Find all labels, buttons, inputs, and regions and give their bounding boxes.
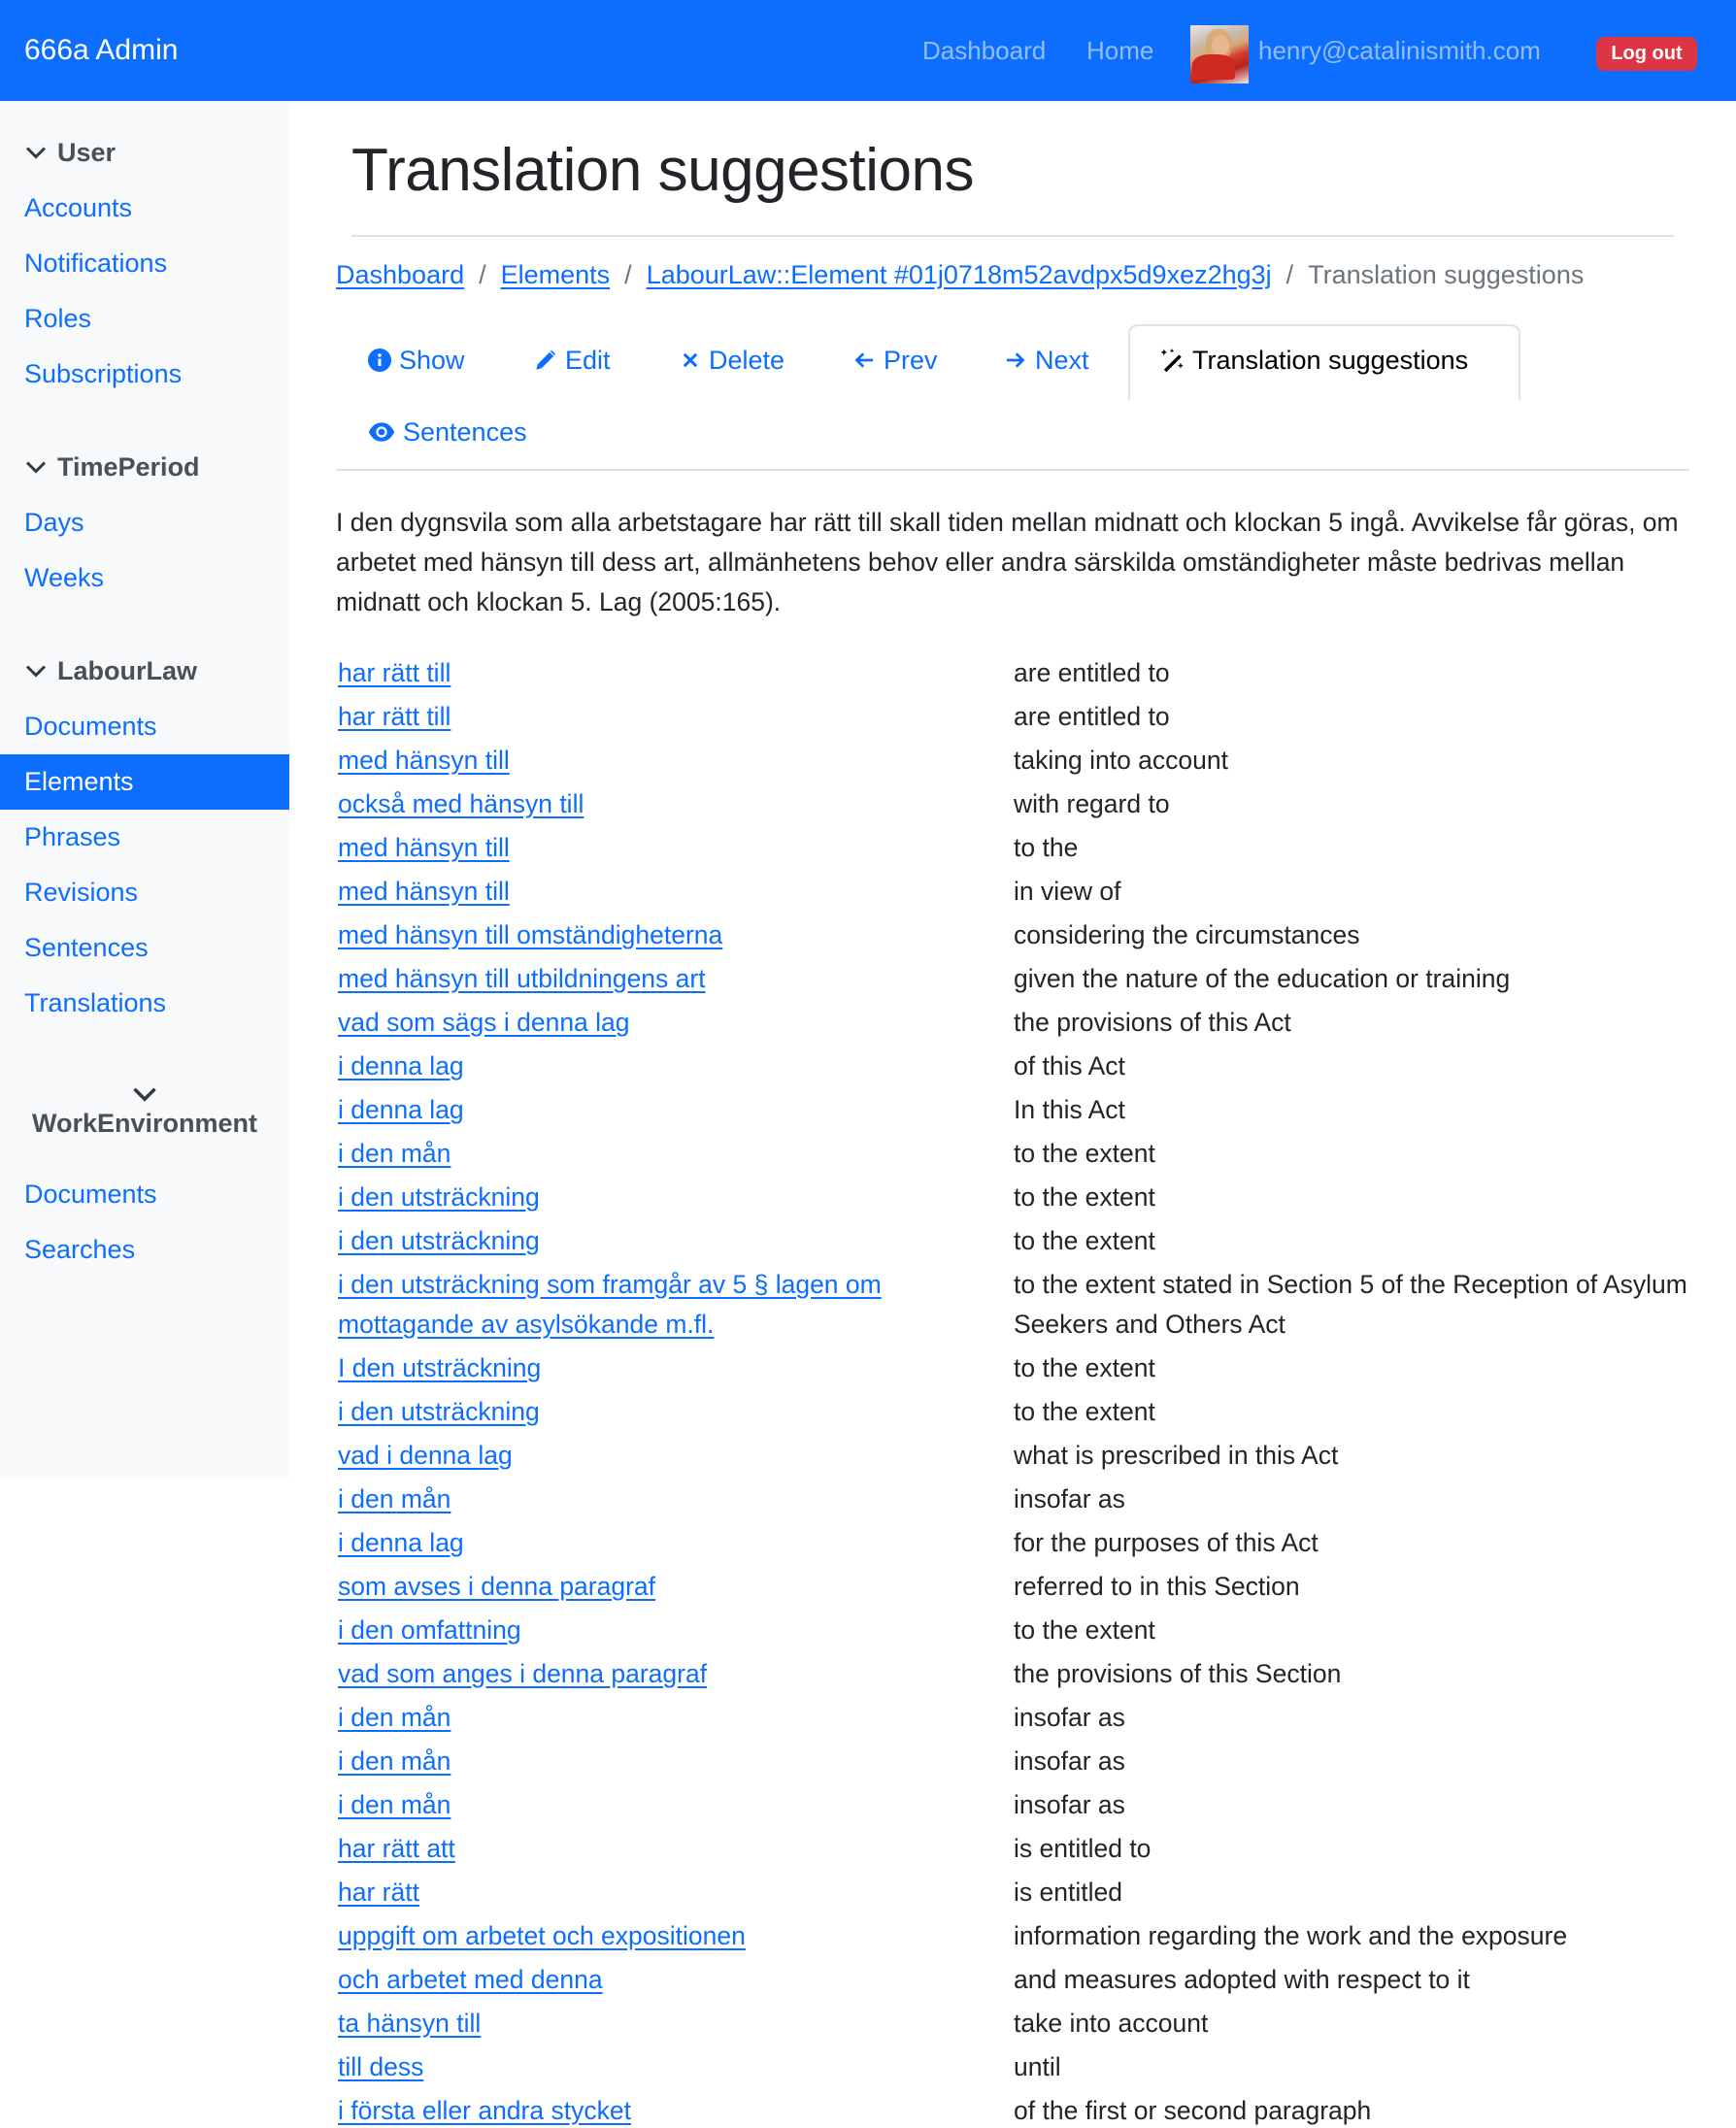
breadcrumb — [336, 256, 1584, 293]
table-row — [336, 1916, 1695, 1960]
swedish-phrase-link[interactable]: i den omfattning — [338, 1615, 521, 1645]
element-text: I den dygnsvila som alla arbetstagare har rätt till skall tiden mellan midnatt och klockan 5 ingå. Avvikelse får göras, om arbetet med hänsyn till dess art, allmänhetens behov eller andra särskilda omständigheter måste bedrivas mellan midnatt och klockan 5. Lag (2005:165). — [336, 508, 1679, 616]
tab-show[interactable] — [368, 343, 465, 378]
swedish-phrase-link[interactable]: som avses i denna paragraf — [338, 1572, 656, 1601]
english-translation: to the extent — [1014, 1139, 1155, 1168]
swedish-phrase-cell — [336, 1003, 1012, 1047]
swedish-phrase-cell — [336, 1221, 1012, 1265]
swedish-phrase-cell — [336, 1480, 1012, 1523]
table-row — [336, 1611, 1695, 1654]
swedish-phrase-link[interactable]: har rätt till — [338, 702, 451, 731]
tab-label: Show — [399, 346, 465, 375]
english-translation: of this Act — [1014, 1051, 1125, 1081]
english-translation: taking into account — [1014, 746, 1228, 775]
table-row — [336, 1003, 1695, 1047]
top-navbar — [0, 0, 1736, 101]
swedish-phrase-link[interactable]: med hänsyn till omständigheterna — [338, 920, 723, 949]
english-translation: considering the circumstances — [1014, 920, 1360, 949]
swedish-phrase-link[interactable]: i den mån — [338, 1746, 451, 1776]
table-row — [336, 2047, 1695, 2091]
nav-link-home[interactable]: Home — [1086, 36, 1154, 65]
swedish-phrase-cell — [336, 1742, 1012, 1785]
table-row — [336, 1134, 1695, 1178]
english-translation: information regarding the work and the exposure — [1014, 1921, 1568, 1950]
table-row — [336, 1178, 1695, 1221]
table-row — [336, 784, 1695, 828]
swedish-phrase-cell — [336, 1611, 1012, 1654]
table-row — [336, 1785, 1695, 1829]
tab-prev[interactable] — [852, 343, 938, 378]
swedish-phrase-link[interactable]: i den mån — [338, 1484, 451, 1513]
sidebar-item-sentences[interactable]: Sentences — [24, 933, 149, 962]
table-row — [336, 1090, 1695, 1134]
swedish-phrase-link[interactable]: i denna lag — [338, 1051, 464, 1081]
english-translation: the provisions of this Section — [1014, 1659, 1342, 1688]
breadcrumb-separator: / — [1285, 260, 1294, 289]
swedish-phrase-link[interactable]: i den utsträckning — [338, 1182, 540, 1212]
sidebar-item-weeks[interactable]: Weeks — [24, 563, 105, 592]
breadcrumb-element-record[interactable]: LabourLaw::Element #01j0718m52avdpx5d9xez2hg3j — [646, 260, 1272, 289]
english-translation: to the extent — [1014, 1397, 1155, 1426]
table-row — [336, 2091, 1695, 2128]
english-translation: until — [1014, 2052, 1061, 2081]
info-circle-icon — [368, 349, 391, 372]
magic-wand-icon — [1159, 348, 1185, 373]
arrow-left-icon — [852, 349, 876, 372]
swedish-phrase-link[interactable]: i den utsträckning som framgår av 5 § lagen om mottagande av asylsökande m.fl. — [338, 1270, 882, 1339]
sidebar-group-title: User — [57, 138, 117, 167]
swedish-phrase-cell — [336, 1960, 1012, 2004]
translation-suggestions-table — [336, 653, 1695, 2128]
sidebar-item-roles[interactable]: Roles — [24, 304, 92, 333]
table-row — [336, 1829, 1695, 1873]
sidebar-item-searches[interactable]: Searches — [24, 1235, 136, 1264]
breadcrumb-dashboard[interactable]: Dashboard — [336, 260, 465, 289]
chevron-down-icon — [24, 455, 48, 479]
swedish-phrase-cell — [336, 1654, 1012, 1698]
english-translation: referred to in this Section — [1014, 1572, 1300, 1601]
english-translation: is entitled — [1014, 1878, 1122, 1907]
table-row — [336, 1960, 1695, 2004]
swedish-phrase-link[interactable]: med hänsyn till — [338, 833, 510, 862]
swedish-phrase-link[interactable]: ta hänsyn till — [338, 2009, 482, 2038]
tab-translation-suggestions[interactable] — [1159, 343, 1468, 378]
sidebar-group-title: TimePeriod — [57, 452, 200, 482]
swedish-phrase-cell — [336, 1567, 1012, 1611]
breadcrumb-separator: / — [624, 260, 632, 289]
swedish-phrase-cell — [336, 872, 1012, 915]
english-translation: to the extent — [1014, 1353, 1155, 1382]
swedish-phrase-link[interactable]: till dess — [338, 2052, 424, 2081]
english-translation: what is prescribed in this Act — [1014, 1441, 1339, 1470]
sidebar-item-labourlaw-documents[interactable]: Documents — [24, 712, 157, 741]
swedish-phrase-link[interactable]: och arbetet med denna — [338, 1965, 603, 1994]
swedish-phrase-link[interactable]: har rätt — [338, 1878, 419, 1907]
chevron-down-icon — [24, 659, 48, 682]
swedish-phrase-cell — [336, 1829, 1012, 1873]
swedish-phrase-cell — [336, 2004, 1012, 2047]
tab-label: Edit — [565, 346, 611, 375]
swedish-phrase-link[interactable]: vad som anges i denna paragraf — [338, 1659, 708, 1688]
breadcrumb-separator: / — [479, 260, 486, 289]
table-row — [336, 828, 1695, 872]
tab-label: Sentences — [403, 417, 527, 447]
chevron-down-icon — [131, 1083, 158, 1105]
sidebar-item-accounts[interactable]: Accounts — [24, 193, 133, 222]
english-translation: to the extent — [1014, 1182, 1155, 1212]
swedish-phrase-cell — [336, 1873, 1012, 1916]
sidebar-group-workenvironment-toggle[interactable] — [0, 1083, 289, 1142]
english-translation: given the nature of the education or training — [1014, 964, 1511, 993]
tab-edit[interactable] — [534, 343, 611, 378]
swedish-phrase-cell — [336, 741, 1012, 784]
english-translation: of the first or second paragraph — [1014, 2096, 1372, 2125]
logout-button[interactable]: Log out — [1596, 37, 1697, 71]
swedish-phrase-cell — [336, 1698, 1012, 1742]
swedish-phrase-cell — [336, 1047, 1012, 1090]
avatar-body-shape — [1192, 54, 1235, 80]
table-row — [336, 1436, 1695, 1480]
swedish-phrase-link[interactable]: i denna lag — [338, 1095, 464, 1124]
english-translation: to the — [1014, 833, 1079, 862]
table-row — [336, 1348, 1695, 1392]
arrow-right-icon — [1004, 349, 1027, 372]
tab-label: Next — [1035, 346, 1089, 375]
english-translation: with regard to — [1014, 789, 1170, 818]
x-icon — [680, 349, 701, 371]
swedish-phrase-cell — [336, 1178, 1012, 1221]
swedish-phrase-link[interactable]: med hänsyn till — [338, 877, 510, 906]
sidebar-group-title: LabourLaw — [57, 656, 198, 685]
sidebar-group-title: WorkEnvironment — [31, 1109, 258, 1138]
table-row — [336, 741, 1695, 784]
sidebar — [0, 101, 289, 1479]
swedish-phrase-cell — [336, 1916, 1012, 1960]
swedish-phrase-cell — [336, 1134, 1012, 1178]
table-row — [336, 915, 1695, 959]
table-row — [336, 1047, 1695, 1090]
sidebar-item-elements[interactable]: Elements — [0, 754, 289, 810]
swedish-phrase-cell — [336, 2047, 1012, 2091]
chevron-down-icon — [24, 141, 48, 164]
sidebar-item-days[interactable]: Days — [24, 508, 84, 537]
english-translation: to the extent — [1014, 1615, 1155, 1645]
english-translation: in view of — [1014, 877, 1121, 906]
swedish-phrase-cell — [336, 1090, 1012, 1134]
swedish-phrase-cell — [336, 697, 1012, 741]
table-row — [336, 1221, 1695, 1265]
table-row — [336, 653, 1695, 697]
swedish-phrase-cell — [336, 1785, 1012, 1829]
english-translation: insofar as — [1014, 1484, 1125, 1513]
swedish-phrase-cell — [336, 1392, 1012, 1436]
table-row — [336, 1567, 1695, 1611]
swedish-phrase-cell — [336, 784, 1012, 828]
swedish-phrase-link[interactable]: har rätt till — [338, 658, 451, 687]
nav-link-dashboard[interactable]: Dashboard — [922, 36, 1047, 65]
sidebar-item-workenvironment-documents[interactable]: Documents — [24, 1180, 157, 1209]
breadcrumb-current: Translation suggestions — [1308, 260, 1585, 289]
pencil-icon — [534, 349, 557, 372]
sidebar-item-notifications[interactable]: Notifications — [24, 249, 168, 278]
table-row — [336, 1523, 1695, 1567]
tab-delete[interactable] — [680, 343, 785, 378]
table-row — [336, 2004, 1695, 2047]
title-divider — [351, 235, 1674, 237]
sidebar-group-timeperiod-toggle[interactable] — [24, 450, 200, 483]
english-translation: insofar as — [1014, 1790, 1125, 1819]
english-translation: take into account — [1014, 2009, 1209, 2038]
table-row — [336, 872, 1695, 915]
sidebar-item-translations[interactable]: Translations — [24, 988, 167, 1017]
table-row — [336, 1742, 1695, 1785]
swedish-phrase-link[interactable]: med hänsyn till — [338, 746, 510, 775]
swedish-phrase-cell — [336, 828, 1012, 872]
swedish-phrase-cell — [336, 915, 1012, 959]
swedish-phrase-link[interactable]: med hänsyn till utbildningens art — [338, 964, 706, 993]
swedish-phrase-link[interactable]: vad som sägs i denna lag — [338, 1008, 630, 1037]
sidebar-group-labourlaw-toggle[interactable] — [24, 654, 197, 687]
swedish-phrase-cell — [336, 1348, 1012, 1392]
table-row — [336, 1654, 1695, 1698]
english-translation: and measures adopted with respect to it — [1014, 1965, 1470, 1994]
table-row — [336, 1480, 1695, 1523]
swedish-phrase-link[interactable]: också med hänsyn till — [338, 789, 584, 818]
tab-label: Prev — [884, 346, 938, 375]
sidebar-group-user-toggle[interactable] — [24, 136, 116, 169]
user-email-link[interactable]: henry@catalinismith.com — [1258, 36, 1541, 65]
swedish-phrase-link[interactable]: i den mån — [338, 1703, 451, 1732]
sidebar-item-revisions[interactable]: Revisions — [24, 878, 139, 907]
swedish-phrase-link[interactable]: vad i denna lag — [338, 1441, 513, 1470]
english-translation: In this Act — [1014, 1095, 1125, 1124]
tab-label: Delete — [709, 346, 785, 375]
english-translation: insofar as — [1014, 1746, 1125, 1776]
record-tabs — [336, 324, 1689, 471]
english-translation: for the purposes of this Act — [1014, 1528, 1319, 1557]
brand-link[interactable]: 666a Admin — [24, 34, 179, 66]
tab-label: Translation suggestions — [1192, 346, 1469, 375]
swedish-phrase-cell — [336, 959, 1012, 1003]
english-translation: the provisions of this Act — [1014, 1008, 1291, 1037]
tab-sentences[interactable] — [368, 415, 527, 449]
swedish-phrase-link[interactable]: i första eller andra stycket — [338, 2096, 631, 2125]
table-row — [336, 959, 1695, 1003]
swedish-phrase-cell — [336, 653, 1012, 697]
english-translation: is entitled to — [1014, 1834, 1152, 1863]
english-translation: to the extent — [1014, 1226, 1155, 1255]
swedish-phrase-link[interactable]: i den utsträckning — [338, 1226, 540, 1255]
swedish-phrase-link[interactable]: i denna lag — [338, 1528, 464, 1557]
tab-next[interactable] — [1004, 343, 1089, 378]
table-row — [336, 697, 1695, 741]
page-title: Translation suggestions — [351, 137, 975, 204]
table-row — [336, 1698, 1695, 1742]
swedish-phrase-cell — [336, 2091, 1012, 2128]
swedish-phrase-cell — [336, 1523, 1012, 1567]
english-translation: are entitled to — [1014, 658, 1170, 687]
english-translation: to the extent stated in Section 5 of the Reception of Asylum Seekers and Others Act — [1014, 1270, 1687, 1339]
swedish-phrase-link[interactable]: I den utsträckning — [338, 1353, 542, 1382]
user-avatar[interactable] — [1190, 25, 1249, 83]
sidebar-item-phrases[interactable]: Phrases — [24, 822, 121, 851]
avatar-face-shape — [1212, 35, 1229, 56]
swedish-phrase-cell — [336, 1436, 1012, 1480]
swedish-phrase-link[interactable]: i den utsträckning — [338, 1397, 540, 1426]
swedish-phrase-link[interactable]: uppgift om arbetet och expositionen — [338, 1921, 746, 1950]
sidebar-item-subscriptions[interactable]: Subscriptions — [24, 359, 183, 388]
swedish-phrase-link[interactable]: har rätt att — [338, 1834, 455, 1863]
swedish-phrase-link[interactable]: i den mån — [338, 1139, 451, 1168]
english-translation: insofar as — [1014, 1703, 1125, 1732]
swedish-phrase-link[interactable]: i den mån — [338, 1790, 451, 1819]
table-row — [336, 1392, 1695, 1436]
table-row — [336, 1873, 1695, 1916]
swedish-phrase-cell — [336, 1265, 1012, 1348]
eye-icon — [368, 420, 395, 444]
breadcrumb-elements[interactable]: Elements — [500, 260, 611, 289]
table-row — [336, 1265, 1695, 1348]
english-translation: are entitled to — [1014, 702, 1170, 731]
